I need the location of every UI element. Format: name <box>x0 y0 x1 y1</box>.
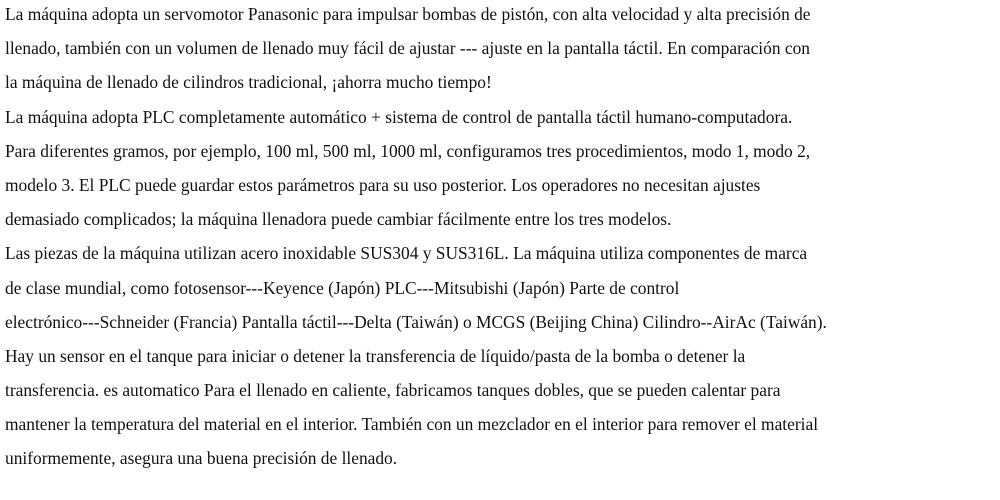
text-line: Para diferentes gramos, por ejemplo, 100 ml, 500 ml, 1000 ml, configuramos tres procedimientos, modo 1, modo 2, <box>5 140 811 161</box>
text-line: llenado, también con un volumen de llenado muy fácil de ajustar --- ajuste en la pantalla táctil. En comparación con <box>5 38 810 59</box>
text-line: de clase mundial, como fotosensor---Keyence (Japón) PLC---Mitsubishi (Japón) Parte de control <box>5 277 680 298</box>
text-line: la máquina de llenado de cilindros tradicional, ¡ahorra mucho tiempo! <box>5 72 492 93</box>
text-line: La máquina adopta PLC completamente automático + sistema de control de pantalla táctil humano-computadora. <box>5 106 793 127</box>
text-line: Las piezas de la máquina utilizan acero inoxidable SUS304 y SUS316L. La máquina utiliza componentes de marca <box>5 243 808 264</box>
text-line: transferencia. es automatico Para el llenado en caliente, fabricamos tanques dobles, que se pueden calentar para <box>5 380 781 401</box>
text-line: mantener la temperatura del material en el interior. También con un mezclador en el interior para remover el material <box>5 414 819 435</box>
text-line: Hay un sensor en el tanque para iniciar o detener la transferencia de líquido/pasta de la bomba o detener la <box>5 345 746 366</box>
text-line: demasiado complicados; la máquina llenadora puede cambiar fácilmente entre los tres modelos. <box>5 209 672 230</box>
text-line: electrónico---Schneider (Francia) Pantalla táctil---Delta (Taiwán) o MCGS (Beijing China) Cilindro--AirAc (Taiwán). <box>5 311 827 332</box>
text-line: modelo 3. El PLC puede guardar estos parámetros para su uso posterior. Los operadores no necesitan ajustes <box>5 174 761 195</box>
text-line: uniformemente, asegura una buena precisión de llenado. <box>5 448 398 469</box>
text-line: La máquina adopta un servomotor Panasonic para impulsar bombas de pistón, con alta velocidad y alta precisión de <box>5 4 811 24</box>
